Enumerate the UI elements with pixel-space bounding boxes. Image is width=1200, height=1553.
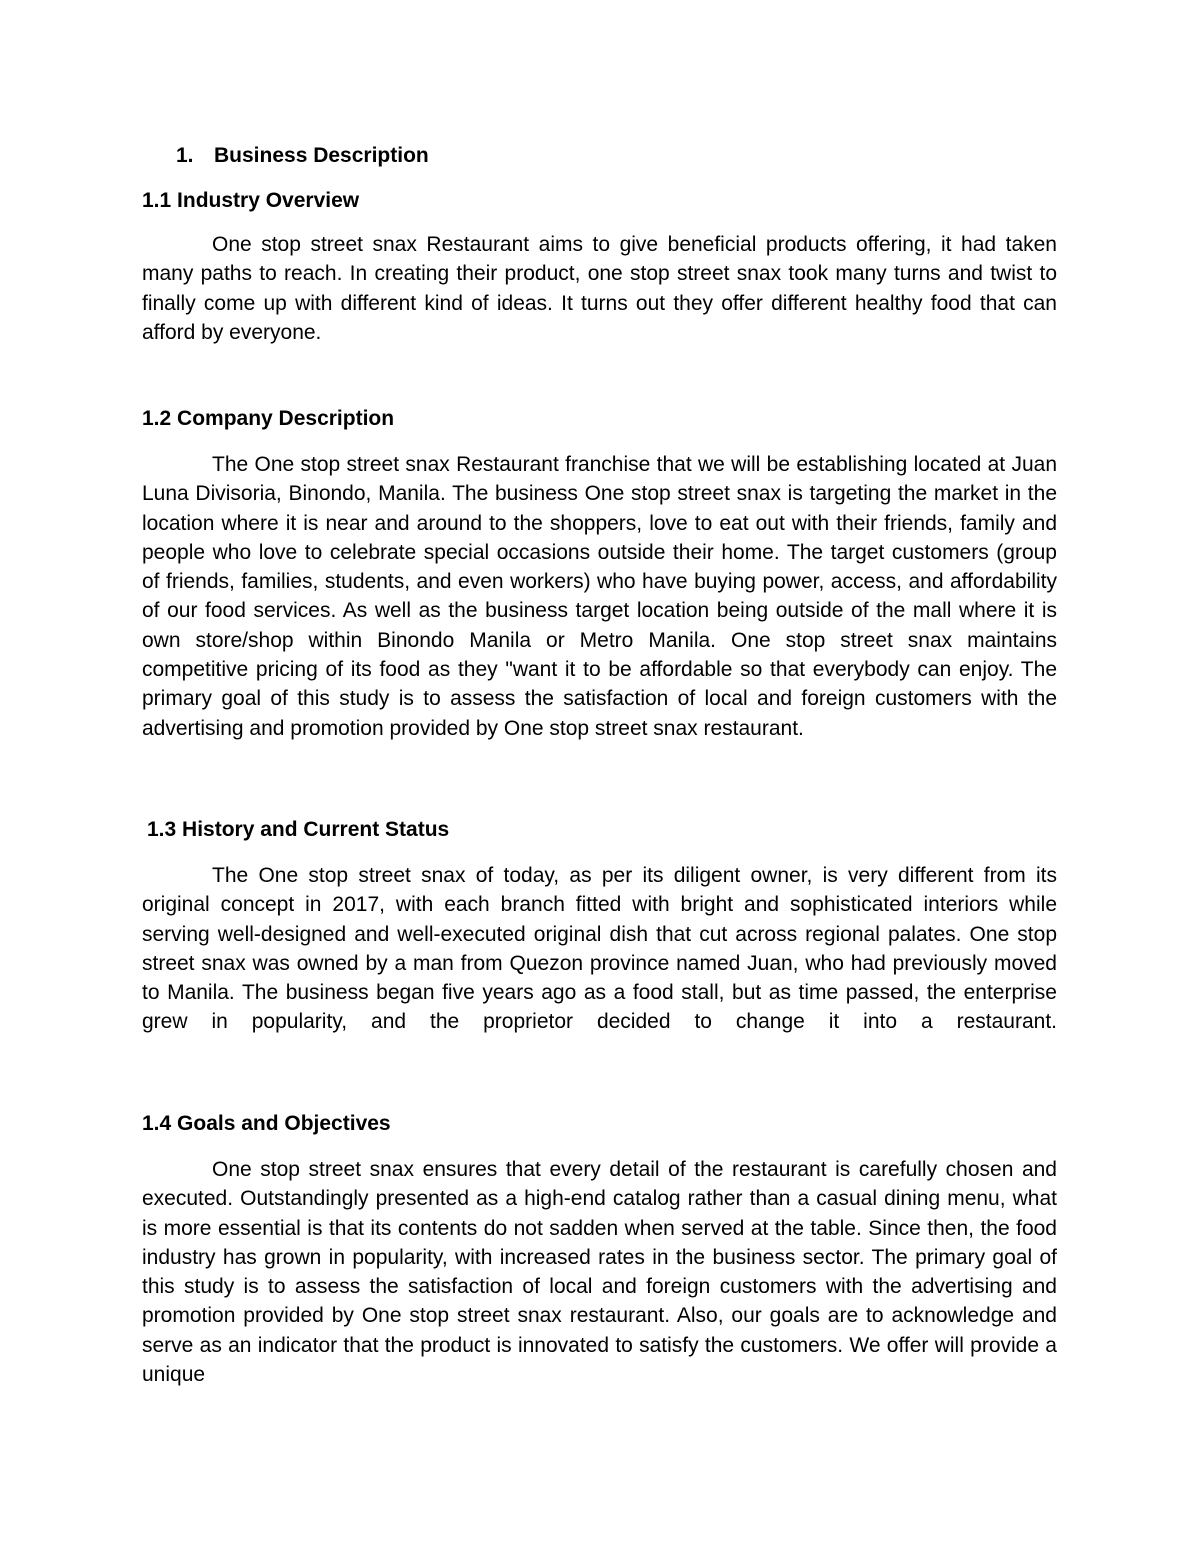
paragraph-industry-overview: One stop street snax Restaurant aims to give beneficial products offering, it had taken many paths to reach. In creating their product, one stop street snax took many turns and twist to finally come up with different kind of ideas. It turns out they offer different healthy food that can afford by everyone.	[142, 233, 1057, 344]
paragraph-company-description: The One stop street snax Restaurant franchise that we will be establishing located at Juan Luna Divisoria, Binondo, Manila. The business One stop street snax is targeting the market in the location where it is near and around to the shoppers, love to eat out with their friends, family and people who love to celebrate special occasions outside their home. The target customers (group of friends, families, students, and even workers) who have buying power, access, and affordability of our food services. As well as the business target location being outside of the mall where it is own store/shop within Binondo Manila or Metro Manila. One stop street snax maintains competitive pricing of its food as they "want it to be affordable so that everybody can enjoy. The primary goal of this study is to assess the satisfaction of local and foreign customers with the advertising and promotion provided by One stop street snax restaurant.	[142, 453, 1057, 740]
section-heading-goals-objectives: 1.4 Goals and Objectives	[142, 1112, 391, 1135]
main-heading	[176, 143, 429, 169]
paragraph-history-current-status: The One stop street snax of today, as per its diligent owner, is very different from its original concept in 2017, with each branch fitted with bright and sophisticated interiors while serving well-designed and well-executed original dish that cut across regional palates. One stop street snax was owned by a man from Quezon province named Juan, who had previously moved to Manila. The business began five years ago as a food stall, but as time passed, the enterprise grew in popularity, and the proprietor decided to change it into a restaurant.	[142, 864, 1057, 1034]
section-heading-industry-overview: 1.1 Industry Overview	[142, 189, 360, 212]
paragraph-goals-objectives: One stop street snax ensures that every detail of the restaurant is carefully chosen and executed. Outstandingly presented as a high-end catalog rather than a casual dining menu, what is more essential is that its contents do not sadden when served at the table. Since then, the food industry has grown in popularity, with increased rates in the business sector. The primary goal of this study is to assess the satisfaction of local and foreign customers with the advertising and promotion provided by One stop street snax restaurant. Also, our goals are to acknowledge and serve as an indicator that the product is innovated to satisfy the customers. We offer will provide a unique	[142, 1158, 1057, 1387]
section-heading-history-current-status: 1.3 History and Current Status	[147, 818, 450, 841]
main-heading-number: 1.	[176, 144, 194, 167]
section-heading-company-description: 1.2 Company Description	[142, 407, 395, 430]
main-heading-title: Business Description	[214, 144, 429, 167]
